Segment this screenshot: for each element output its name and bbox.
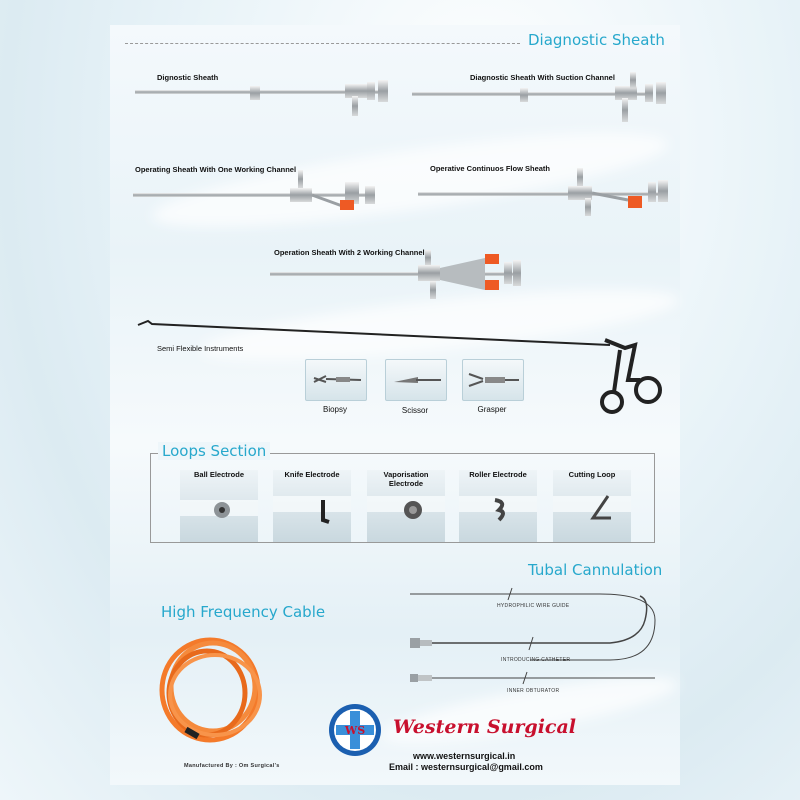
section-title-tubal-cannulation: Tubal Cannulation xyxy=(528,561,663,579)
tubal-part-label: INTRODUCING CATHETER xyxy=(501,657,571,663)
brand-name: Western Surgical xyxy=(393,716,577,738)
sheath-label: Operation Sheath With 2 Working Channel xyxy=(274,248,425,257)
sheath-label: Operative Continuos Flow Sheath xyxy=(430,164,551,173)
brand-website[interactable]: www.westernsurgical.in xyxy=(413,751,516,761)
loop-caption: Knife Electrode xyxy=(284,470,340,479)
section-title-loops: Loops Section xyxy=(158,442,270,460)
loop-caption: Ball Electrode xyxy=(193,470,245,479)
loop-caption: Cutting Loop xyxy=(568,470,616,479)
section-title-diagnostic-sheath: Diagnostic Sheath xyxy=(528,31,665,49)
tool-caption: Biopsy xyxy=(322,405,347,414)
tubal-part-label: HYDROPHILIC WIRE GUIDE xyxy=(497,603,570,609)
sheath-label: Operating Sheath With One Working Channel xyxy=(135,165,297,174)
tool-caption: Grasper xyxy=(477,405,507,414)
loop-caption: Roller Electrode xyxy=(469,470,527,479)
section-title-cable: High Frequency Cable xyxy=(161,603,326,621)
semi-flexible-label: Semi Flexible Instruments xyxy=(157,344,244,353)
manufacturer-text: Manufactured By : Om Surgical's xyxy=(184,763,280,769)
cable-image xyxy=(155,635,275,760)
sheath-label: Diagnostic Sheath With Suction Channel xyxy=(470,73,615,82)
loop-caption: Vaporisation Electrode xyxy=(383,470,429,488)
logo-text: WS xyxy=(344,724,366,737)
tool-caption: Scissor xyxy=(401,406,429,415)
sheath-label: Dignostic Sheath xyxy=(157,73,219,82)
tubal-part-label: INNER OBTURATOR xyxy=(507,688,560,694)
brand-email[interactable]: Email : westernsurgical@gmail.com xyxy=(389,762,543,772)
brand-logo xyxy=(328,703,382,757)
